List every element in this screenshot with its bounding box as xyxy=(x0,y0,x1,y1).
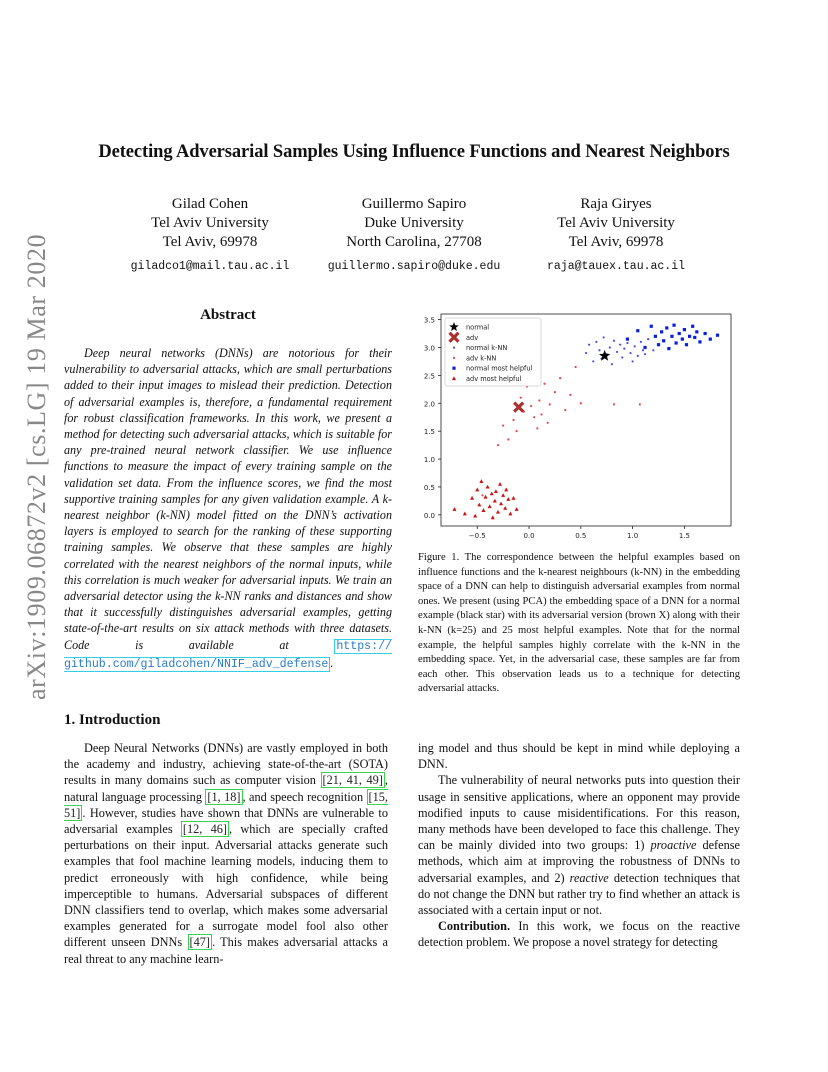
point-normal-k-nn xyxy=(626,342,628,344)
point-adv-most-helpful xyxy=(486,485,490,489)
point-normal-most-helpful xyxy=(667,347,670,350)
x-tick-label: 1.5 xyxy=(678,532,690,540)
point-adv-k-nn xyxy=(533,416,535,418)
x-tick-label: −0.5 xyxy=(468,532,486,540)
point-adv-k-nn xyxy=(502,424,504,426)
point-adv-k-nn xyxy=(549,403,551,405)
y-tick-label: 3.5 xyxy=(423,316,435,325)
point-normal-k-nn xyxy=(598,349,600,351)
point-adv-most-helpful xyxy=(496,510,500,514)
point-normal-most-helpful xyxy=(662,339,665,342)
point-normal-most-helpful xyxy=(704,332,707,335)
point-adv-most-helpful xyxy=(484,495,488,499)
point-adv-k-nn xyxy=(507,438,509,440)
point-normal-k-nn xyxy=(611,363,613,365)
point-normal-most-helpful xyxy=(636,329,639,332)
author-name: Raja Giryes xyxy=(580,196,652,212)
paper-title: Detecting Adversarial Samples Using Influence Functions and Nearest Neighbors xyxy=(98,142,730,162)
point-normal-k-nn xyxy=(616,351,618,353)
point-adv-most-helpful xyxy=(515,507,519,511)
point-adv-k-nn xyxy=(559,377,561,379)
point-adv-k-nn xyxy=(538,399,540,401)
point-normal-k-nn xyxy=(609,346,611,348)
intro-paragraph: Deep Neural Networks (DNNs) are vastly employed in both the academy and industry, achieving state-of-the-art (SOTA) results in many domains such as computer vision [21, 41, 49] , natural language processing [1, 18] , and speech recognition [15, 51] . However, studies have shown that DNNs are vulnerable to adversarial examples [12, 46] , which are specially crafted perturbations on their input. Adversarial attacks generate such examples that fool machine learning models, inducing them to predict erroneously with high confidence, while being imperceptible to humans. Adversarial subspaces of different DNN classifiers tend to overlap, which makes some adversarial examples generated for a surrogate model fool also other different unseen DNNs [47] . This makes adversarial attacks a real threat to any machine learn- xyxy=(64,741,389,966)
point-adv-most-helpful xyxy=(503,506,507,510)
point-normal-most-helpful xyxy=(688,335,691,338)
point-adv-most-helpful xyxy=(499,501,503,505)
figure-caption: Figure 1. The correspondence between the helpful examples based on influence functions and the k-nearest neighbours (k-NN) in the embedding space of a DNN can help to distinguish adversarial examples from normal ones. We present (using PCA) the embedding space of a DNN for a normal example (black star) with its adversarial version (brown X) along with their k-NN (k=25) and 25 most helpful examples. Note that for the normal example, the helpful samples highly correlate with the k-NN in the embedding space. Yet, in the adversarial case, these samples are far from each other. This observation leads us to a technique for detecting adversarial attacks. xyxy=(418,552,740,695)
point-adv-k-nn xyxy=(613,403,615,405)
x-axis-ticks xyxy=(469,526,690,540)
y-tick-label: 3.0 xyxy=(423,344,435,353)
author-name: Guillermo Sapiro xyxy=(361,196,467,212)
author-block-1 xyxy=(110,195,310,276)
author-name: Gilad Cohen xyxy=(171,196,249,212)
point-normal-most-helpful xyxy=(681,338,684,341)
legend xyxy=(445,318,541,386)
point-adv-k-nn xyxy=(536,427,538,429)
y-tick-label: 1.0 xyxy=(423,456,435,465)
point-adv-k-nn xyxy=(580,402,582,404)
y-tick-label: 1.5 xyxy=(423,428,435,437)
author-email[interactable]: guillermo.sapiro@duke.edu xyxy=(327,260,501,273)
point-adv-k-nn xyxy=(639,403,641,405)
point-normal-most-helpful xyxy=(691,325,694,328)
arxiv-stamp: arXiv:1909.06872v2 [cs.LG] 19 Mar 2020 xyxy=(22,233,51,700)
point-adv-k-nn xyxy=(497,444,499,446)
point-adv-k-nn xyxy=(564,409,566,411)
point-adv-most-helpful xyxy=(512,496,516,500)
intro-heading: 1. Introduction xyxy=(64,712,161,728)
y-tick-label: 0.5 xyxy=(423,483,435,492)
point-adv-k-nn xyxy=(547,422,549,424)
point-normal-k-nn xyxy=(640,341,642,343)
code-link[interactable]: https:// github.com/giladcohen/NNIF_adv_defense xyxy=(64,639,392,671)
point-adv-k-nn xyxy=(554,391,556,393)
point-normal-k-nn xyxy=(603,336,605,338)
point-normal-most-helpful xyxy=(709,338,712,341)
abstract-heading: Abstract xyxy=(200,307,256,323)
point-adv-most-helpful xyxy=(490,491,494,495)
point-normal-k-nn xyxy=(621,356,623,358)
legend-label: normal k-NN xyxy=(466,344,508,353)
point-adv-most-helpful xyxy=(479,479,483,483)
point-normal-k-nn xyxy=(647,338,649,340)
point-normal-k-nn xyxy=(588,344,590,346)
author-affiliation: Tel Aviv University xyxy=(557,215,675,231)
point-normal-k-nn xyxy=(595,341,597,343)
x-tick-label: 0.0 xyxy=(523,532,535,540)
author-address: Tel Aviv, 69978 xyxy=(568,234,664,250)
legend-label: adv k-NN xyxy=(466,354,497,363)
x-tick-label: 1.0 xyxy=(627,532,639,540)
legend-marker xyxy=(453,347,455,349)
point-normal-k-nn xyxy=(592,360,594,362)
point-adv-k-nn xyxy=(540,413,542,415)
point-normal-k-nn xyxy=(634,345,636,347)
point-adv-most-helpful xyxy=(470,496,474,500)
point-adv xyxy=(514,403,523,412)
citation-link[interactable]: [1, 18] xyxy=(207,789,241,804)
point-normal-k-nn xyxy=(637,355,639,357)
point-adv-most-helpful xyxy=(491,515,495,519)
point-normal-most-helpful xyxy=(678,332,681,335)
point-adv-most-helpful xyxy=(508,512,512,516)
point-adv-most-helpful xyxy=(481,508,485,512)
point-normal-most-helpful xyxy=(695,330,698,333)
point-normal-most-helpful xyxy=(685,343,688,346)
point-normal-most-helpful xyxy=(626,338,629,341)
point-adv-most-helpful xyxy=(501,493,505,497)
point-normal-most-helpful xyxy=(654,335,657,338)
author-block-3 xyxy=(516,195,716,276)
point-normal-most-helpful xyxy=(665,326,668,329)
point-normal-k-nn xyxy=(585,352,587,354)
point-adv-most-helpful xyxy=(477,503,481,507)
point-adv-k-nn xyxy=(569,394,571,396)
point-adv-k-nn xyxy=(520,397,522,399)
author-affiliation: Tel Aviv University xyxy=(151,215,269,231)
point-adv-most-helpful xyxy=(498,482,502,486)
legend-marker xyxy=(453,357,455,359)
y-tick-label: 2.0 xyxy=(423,400,435,409)
point-normal-k-nn xyxy=(652,349,654,351)
author-address: Tel Aviv, 69978 xyxy=(162,234,258,250)
point-adv-most-helpful xyxy=(506,497,510,501)
point-adv-k-nn xyxy=(516,430,518,432)
x-tick-label: 0.5 xyxy=(575,532,587,540)
point-normal-k-nn xyxy=(644,353,646,355)
intro-paragraph: The vulnerability of neural networks puts into question their usage in sensitive applications, where an opponent may provide modified inputs to cause misidentifications. For this reason, many methods have been developed to face this challenge. They can be mainly divided into two groups: 1) proactive defense methods, which aim at improving the robustness of DNNs to adversarial examples, and 2) reactive detection techniques that do not change the DNN but rather try to find whether an attack is associated with a certain input or not. xyxy=(418,773,740,918)
y-tick-label: 2.5 xyxy=(423,372,435,381)
abstract-text: Deep neural networks (DNNs) are notorious for their vulnerability to adversarial attacks, which are small perturbations added to their input images to mislead their prediction. Detection of adversarial examples is, therefore, a fundamental requirement for robust classification frameworks. In this work, we present a method for detecting such adversarial attacks, which is suitable for any pre-trained neural network classifier. We use influence functions to measure the impact of every training sample on the validation set data. From the influence scores, we find the most supportive training samples for any given validation example. A k-nearest neighbor (k-NN) model fitted on the DNN’s activation layers is employed to search for the ranking of these supporting training samples. We observe that these samples are highly correlated with the nearest neighbors of the normal inputs, while this correlation is much weaker for adversarial inputs. We train an adversarial detector using the k-NN ranks and distances and show that it successfully distinguishes adversarial examples, getting state-of-the-art results on six attack methods with three datasets. Code is available at xyxy=(64,346,392,652)
point-normal-k-nn xyxy=(619,344,621,346)
legend-label: adv xyxy=(466,333,479,342)
right-column xyxy=(418,740,740,951)
author-address: North Carolina, 27708 xyxy=(346,234,482,250)
y-axis-ticks xyxy=(424,317,441,520)
point-adv-k-nn xyxy=(575,366,577,368)
citation-link[interactable]: [21, 41, 49] xyxy=(322,773,383,788)
author-block-2 xyxy=(312,195,516,276)
point-normal-most-helpful xyxy=(672,324,675,327)
point-normal-k-nn xyxy=(623,347,625,349)
point-adv-most-helpful xyxy=(452,507,456,511)
point-normal-k-nn xyxy=(613,340,615,342)
legend-marker xyxy=(452,367,455,370)
point-normal-k-nn xyxy=(629,352,631,354)
point-normal-most-helpful xyxy=(698,340,701,343)
point-normal-most-helpful xyxy=(683,328,686,331)
author-affiliation: Duke University xyxy=(364,215,464,231)
citation-link[interactable]: [15, 51] xyxy=(64,789,388,820)
left-column xyxy=(64,740,388,967)
citation-link[interactable]: [12, 46] xyxy=(182,822,228,837)
point-adv-k-nn xyxy=(512,419,514,421)
point-adv-k-nn xyxy=(530,405,532,407)
point-normal-most-helpful xyxy=(693,336,696,339)
contribution-paragraph: Contribution. In this work, we focus on the reactive detection problem. We propose a novel strategy for detecting xyxy=(418,919,740,950)
legend-label: adv most helpful xyxy=(466,375,522,383)
figure-1-scatter-plot xyxy=(405,308,745,548)
point-normal-most-helpful xyxy=(675,341,678,344)
legend-label: normal xyxy=(466,323,490,332)
point-normal-most-helpful xyxy=(660,330,663,333)
y-tick-label: 0.0 xyxy=(423,511,435,520)
point-adv-k-nn xyxy=(481,494,483,496)
point-adv-most-helpful xyxy=(494,489,498,493)
abstract-body: Deep neural networks (DNNs) are notorious for their vulnerability to adversarial attacks, which are small perturbations added to their input images to mislead their prediction. Detection of adversarial examples is, therefore, a fundamental requirement for robust classification frameworks. In this work, we present a method for detecting such adversarial attacks, which is suitable for any pre-trained neural network classifier. We use influence functions to measure the impact of every training sample on the validation set data. From the influence scores, we find the most supportive training samples for any given validation example. A k-nearest neighbor (k-NN) model fitted on the DNN’s activation layers is employed to search for the ranking of these supporting training samples. We observe that these samples are highly correlated with the nearest neighbors of the normal inputs, while this correlation is much weaker for adversarial inputs. We train an adversarial detector using the k-NN ranks and distances and show that it successfully distinguishes adversarial examples, getting state-of-the-art results on six attack methods with three datasets. Code is available at https:// github.com/giladcohen/NNIF_adv_defense . xyxy=(64,346,392,671)
point-normal-most-helpful xyxy=(670,335,673,338)
citation-link[interactable]: [47] xyxy=(189,935,210,950)
point-adv-most-helpful xyxy=(463,512,467,516)
point-adv-most-helpful xyxy=(475,488,479,492)
point-normal-most-helpful xyxy=(650,325,653,328)
point-adv-most-helpful xyxy=(493,499,497,503)
point-adv-k-nn xyxy=(543,383,545,385)
legend-label: normal most helpful xyxy=(466,364,533,373)
point-normal-k-nn xyxy=(642,349,644,351)
point-adv-most-helpful xyxy=(488,504,492,508)
author-email[interactable]: giladco1@mail.tau.ac.il xyxy=(130,260,290,273)
author-email[interactable]: raja@tauex.tau.ac.il xyxy=(546,260,686,273)
point-normal-most-helpful xyxy=(716,334,719,337)
point-normal-most-helpful xyxy=(657,343,660,346)
intro-paragraph-continued: ing model and thus should be kept in mind while deploying a DNN. xyxy=(418,741,740,772)
point-normal-k-nn xyxy=(632,360,634,362)
point-adv-most-helpful xyxy=(504,488,508,492)
point-normal-most-helpful xyxy=(643,346,646,349)
point-adv-most-helpful xyxy=(473,514,477,518)
